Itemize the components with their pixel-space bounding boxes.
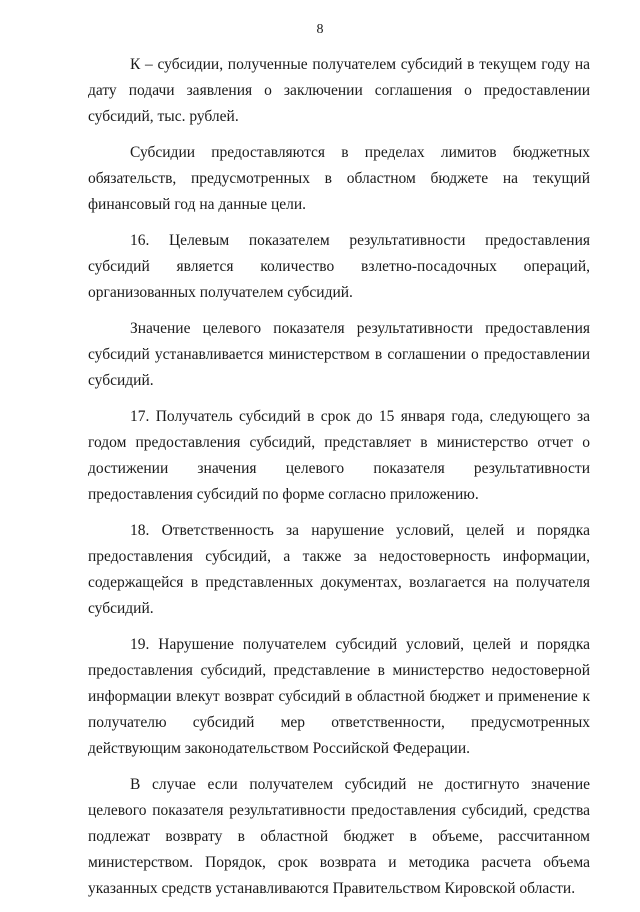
paragraph-refund-procedure: В случае если получателем субсидий не достигнуто значение целевого показателя результативности предоставления субсидий, средства подлежат возврату в областной бюджет в объеме, рассчитанном министерством. Порядок, срок возврата и методика расчета объема указанных средств устанавливаются Правительством Кировской области. [88,776,590,897]
paragraph-17-report: 17. Получатель субсидий в срок до 15 января года, следующего за годом предоставления субсидий, представляет в министерство отчет о достижении значения целевого показателя результативности предоставления субсидий по форме согласно приложению. [88,408,590,503]
paragraph-19-violation: 19. Нарушение получателем субсидий условий, целей и порядка предоставления субсидий, представление в министерство недостоверной информации влекут возврат субсидий в областной бюджет и применение к получателю субсидий мер ответственности, предусмотренных действующим законодательством Российской Федерации. [88,636,590,757]
paragraph-indicator-value: Значение целевого показателя результативности предоставления субсидий устанавливается министерством в соглашении о предоставлении субсидий. [88,320,590,389]
paragraph-subsidy-k-definition: К – субсидии, полученные получателем субсидий в текущем году на дату подачи заявления о заключении соглашения о предоставлении субсидий, тыс. рублей. [88,56,590,125]
document-body [88,52,590,912]
paragraph-18-responsibility: 18. Ответственность за нарушение условий, целей и порядка предоставления субсидий, а также за недостоверность информации, содержащейся в представленных документах, возлагается на получателя субсидий. [88,522,590,617]
paragraph-16-target-indicator: 16. Целевым показателем результативности предоставления субсидий является количество взлетно-посадочных операций, организованных получателем субсидий. [88,232,590,301]
page-number: 8 [316,22,324,37]
paragraph-budget-limits: Субсидии предоставляются в пределах лимитов бюджетных обязательств, предусмотренных в областном бюджете на текущий финансовый год на данные цели. [88,144,590,213]
